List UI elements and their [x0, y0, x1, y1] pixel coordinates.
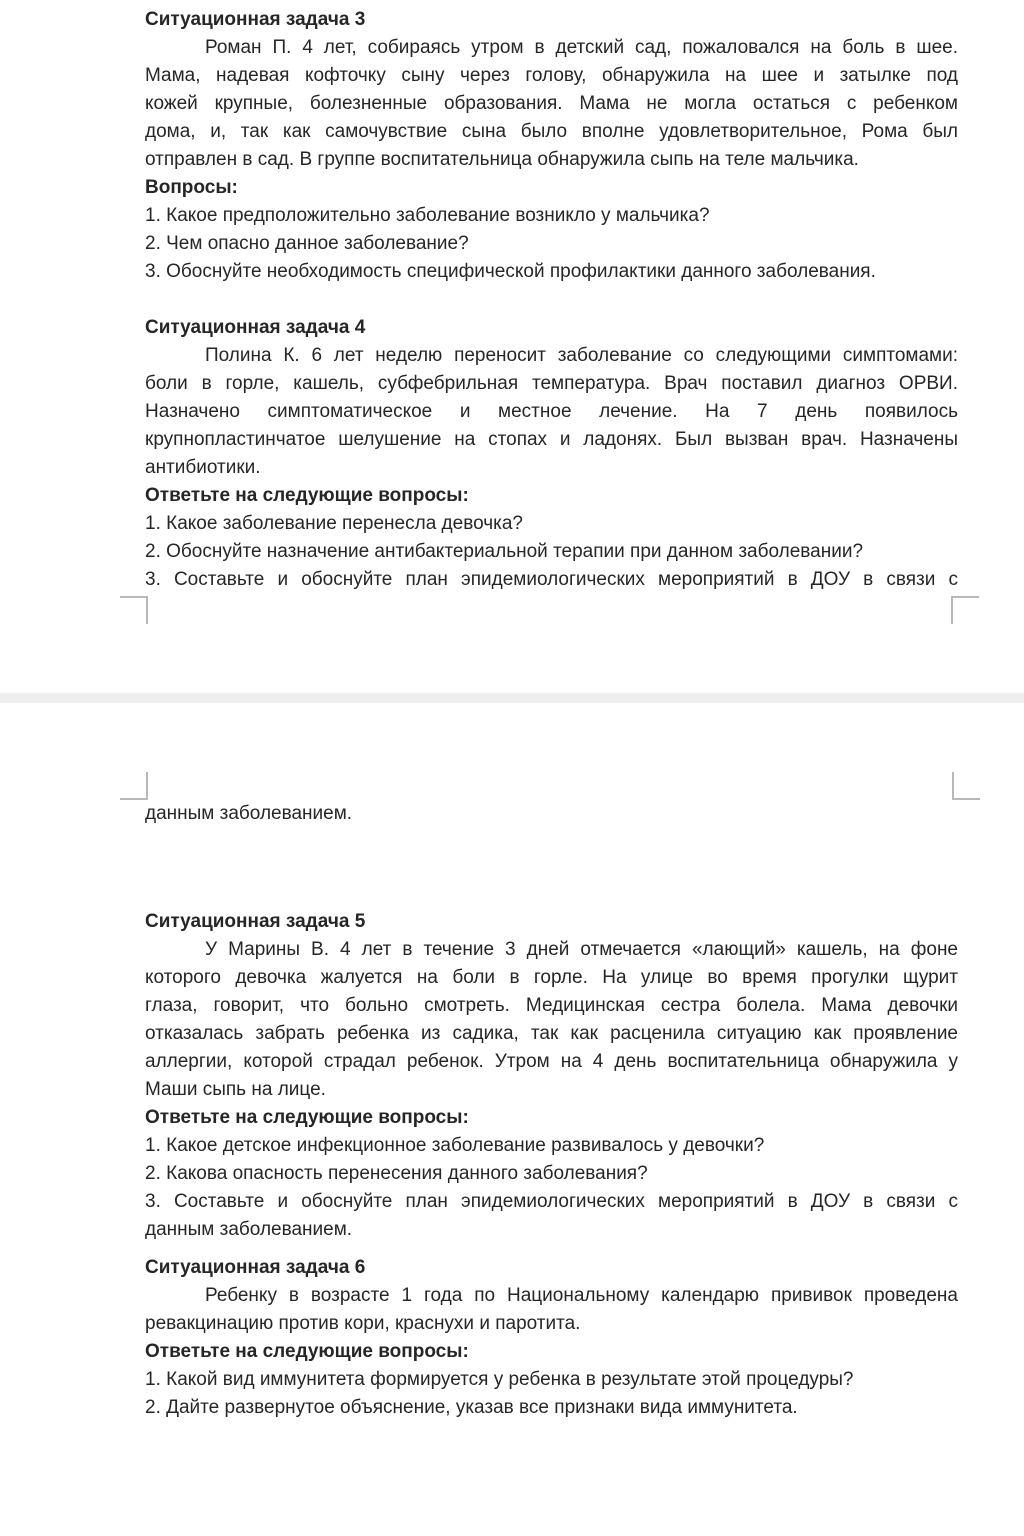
task5-question-continuation: данным заболеванием. — [145, 1219, 353, 1240]
task3-title: Ситуационная задача 3 — [145, 9, 366, 30]
page-separator — [0, 693, 1024, 703]
task4-para-line: крупнопластинчатое шелушение на стопах и ладонях. Был вызван врач. Назначены — [145, 429, 958, 450]
task4-para-line: Назначено симптоматическое и местное лечение. На 7 день появилось — [145, 401, 958, 422]
task3-para-line: Роман П. 4 лет, собираясь утром в детский сад, пожаловался на боль в шее. — [205, 37, 958, 58]
page1-margin-mark-bottom-left — [120, 596, 148, 624]
page2-margin-mark-top-left — [120, 772, 148, 800]
page-2-continuation — [145, 800, 958, 828]
task3-questions-label: Вопросы: — [145, 177, 238, 198]
task6-title: Ситуационная задача 6 — [145, 1257, 366, 1278]
task5-para-line: глаза, говорит, что больно смотреть. Медицинская сестра болела. Мама девочки — [145, 995, 958, 1016]
task3-question: 1. Какое предположительно заболевание возникло у мальчика? — [145, 205, 710, 226]
task5-block — [145, 908, 958, 1244]
page1-margin-mark-bottom-right — [951, 596, 979, 624]
task6-para-line: Ребенку в возрасте 1 года по Национальному календарю прививок проведена — [205, 1285, 958, 1306]
task4-question: 1. Какое заболевание перенесла девочка? — [145, 513, 523, 534]
task3-question: 3. Обоснуйте необходимость специфической профилактики данного заболевания. — [145, 261, 876, 282]
task3-para-line: отправлен в сад. В группе воспитательница обнаружила сыпь на теле мальчика. — [145, 149, 859, 170]
task5-para-line: отказалась забрать ребенка из садика, так как расценила ситуацию как проявление — [145, 1023, 958, 1044]
task3-question: 2. Чем опасно данное заболевание? — [145, 233, 469, 254]
task5-question: 1. Какое детское инфекционное заболевание развивалось у девочки? — [145, 1135, 765, 1156]
task4-question: 2. Обоснуйте назначение антибактериальной терапии при данном заболевании? — [145, 541, 864, 562]
task3-para-line: кожей крупные, болезненные образования. Мама не могла остаться с ребенком — [145, 93, 958, 114]
task5-para-line: У Марины В. 4 лет в течение 3 дней отмечается «лающий» кашель, на фоне — [205, 939, 958, 960]
page2-margin-mark-top-right — [952, 772, 980, 800]
task4-question-continuation: данным заболеванием. — [145, 803, 353, 824]
task6-para-line: ревакцинацию против кори, краснухи и паротита. — [145, 1313, 581, 1334]
task4-questions-label: Ответьте на следующие вопросы: — [145, 485, 469, 506]
task5-para-line: которого девочка жалуется на боли в горле. На улице во время прогулки щурит — [145, 967, 958, 988]
task4-title: Ситуационная задача 4 — [145, 317, 366, 338]
task3-para-line: Мама, надевая кофточку сыну через голову, обнаружила на шее и затылке под — [145, 65, 958, 86]
task5-question: 3. Составьте и обоснуйте план эпидемиологических мероприятий в ДОУ в связи с — [145, 1191, 958, 1212]
blank-line — [145, 286, 958, 314]
task5-para-line: аллергии, которой страдал ребенок. Утром на 4 день воспитательница обнаружила у — [145, 1051, 958, 1072]
task6-questions-label: Ответьте на следующие вопросы: — [145, 1341, 469, 1362]
task4-para-line: Полина К. 6 лет неделю переносит заболевание со следующими симптомами: — [205, 345, 958, 366]
task5-title: Ситуационная задача 5 — [145, 911, 366, 932]
task5-question: 2. Какова опасность перенесения данного заболевания? — [145, 1163, 648, 1184]
task4-para-line: боли в горле, кашель, субфебрильная температура. Врач поставил диагноз ОРВИ. — [145, 373, 958, 394]
task5-para-line: Маши сыпь на лице. — [145, 1079, 326, 1100]
task4-para-line: антибиотики. — [145, 457, 261, 478]
task4-question: 3. Составьте и обоснуйте план эпидемиологических мероприятий в ДОУ в связи с — [145, 569, 958, 590]
task6-question: 1. Какой вид иммунитета формируется у ребенка в результате этой процедуры? — [145, 1369, 854, 1390]
task5-questions-label: Ответьте на следующие вопросы: — [145, 1107, 469, 1128]
task6-question: 2. Дайте развернутое объяснение, указав все признаки вида иммунитета. — [145, 1397, 798, 1418]
task6-block — [145, 1254, 958, 1422]
page-1-content — [145, 6, 958, 594]
task3-para-line: дома, и, так как самочувствие сына было вполне удовлетворительное, Рома был — [145, 121, 958, 142]
